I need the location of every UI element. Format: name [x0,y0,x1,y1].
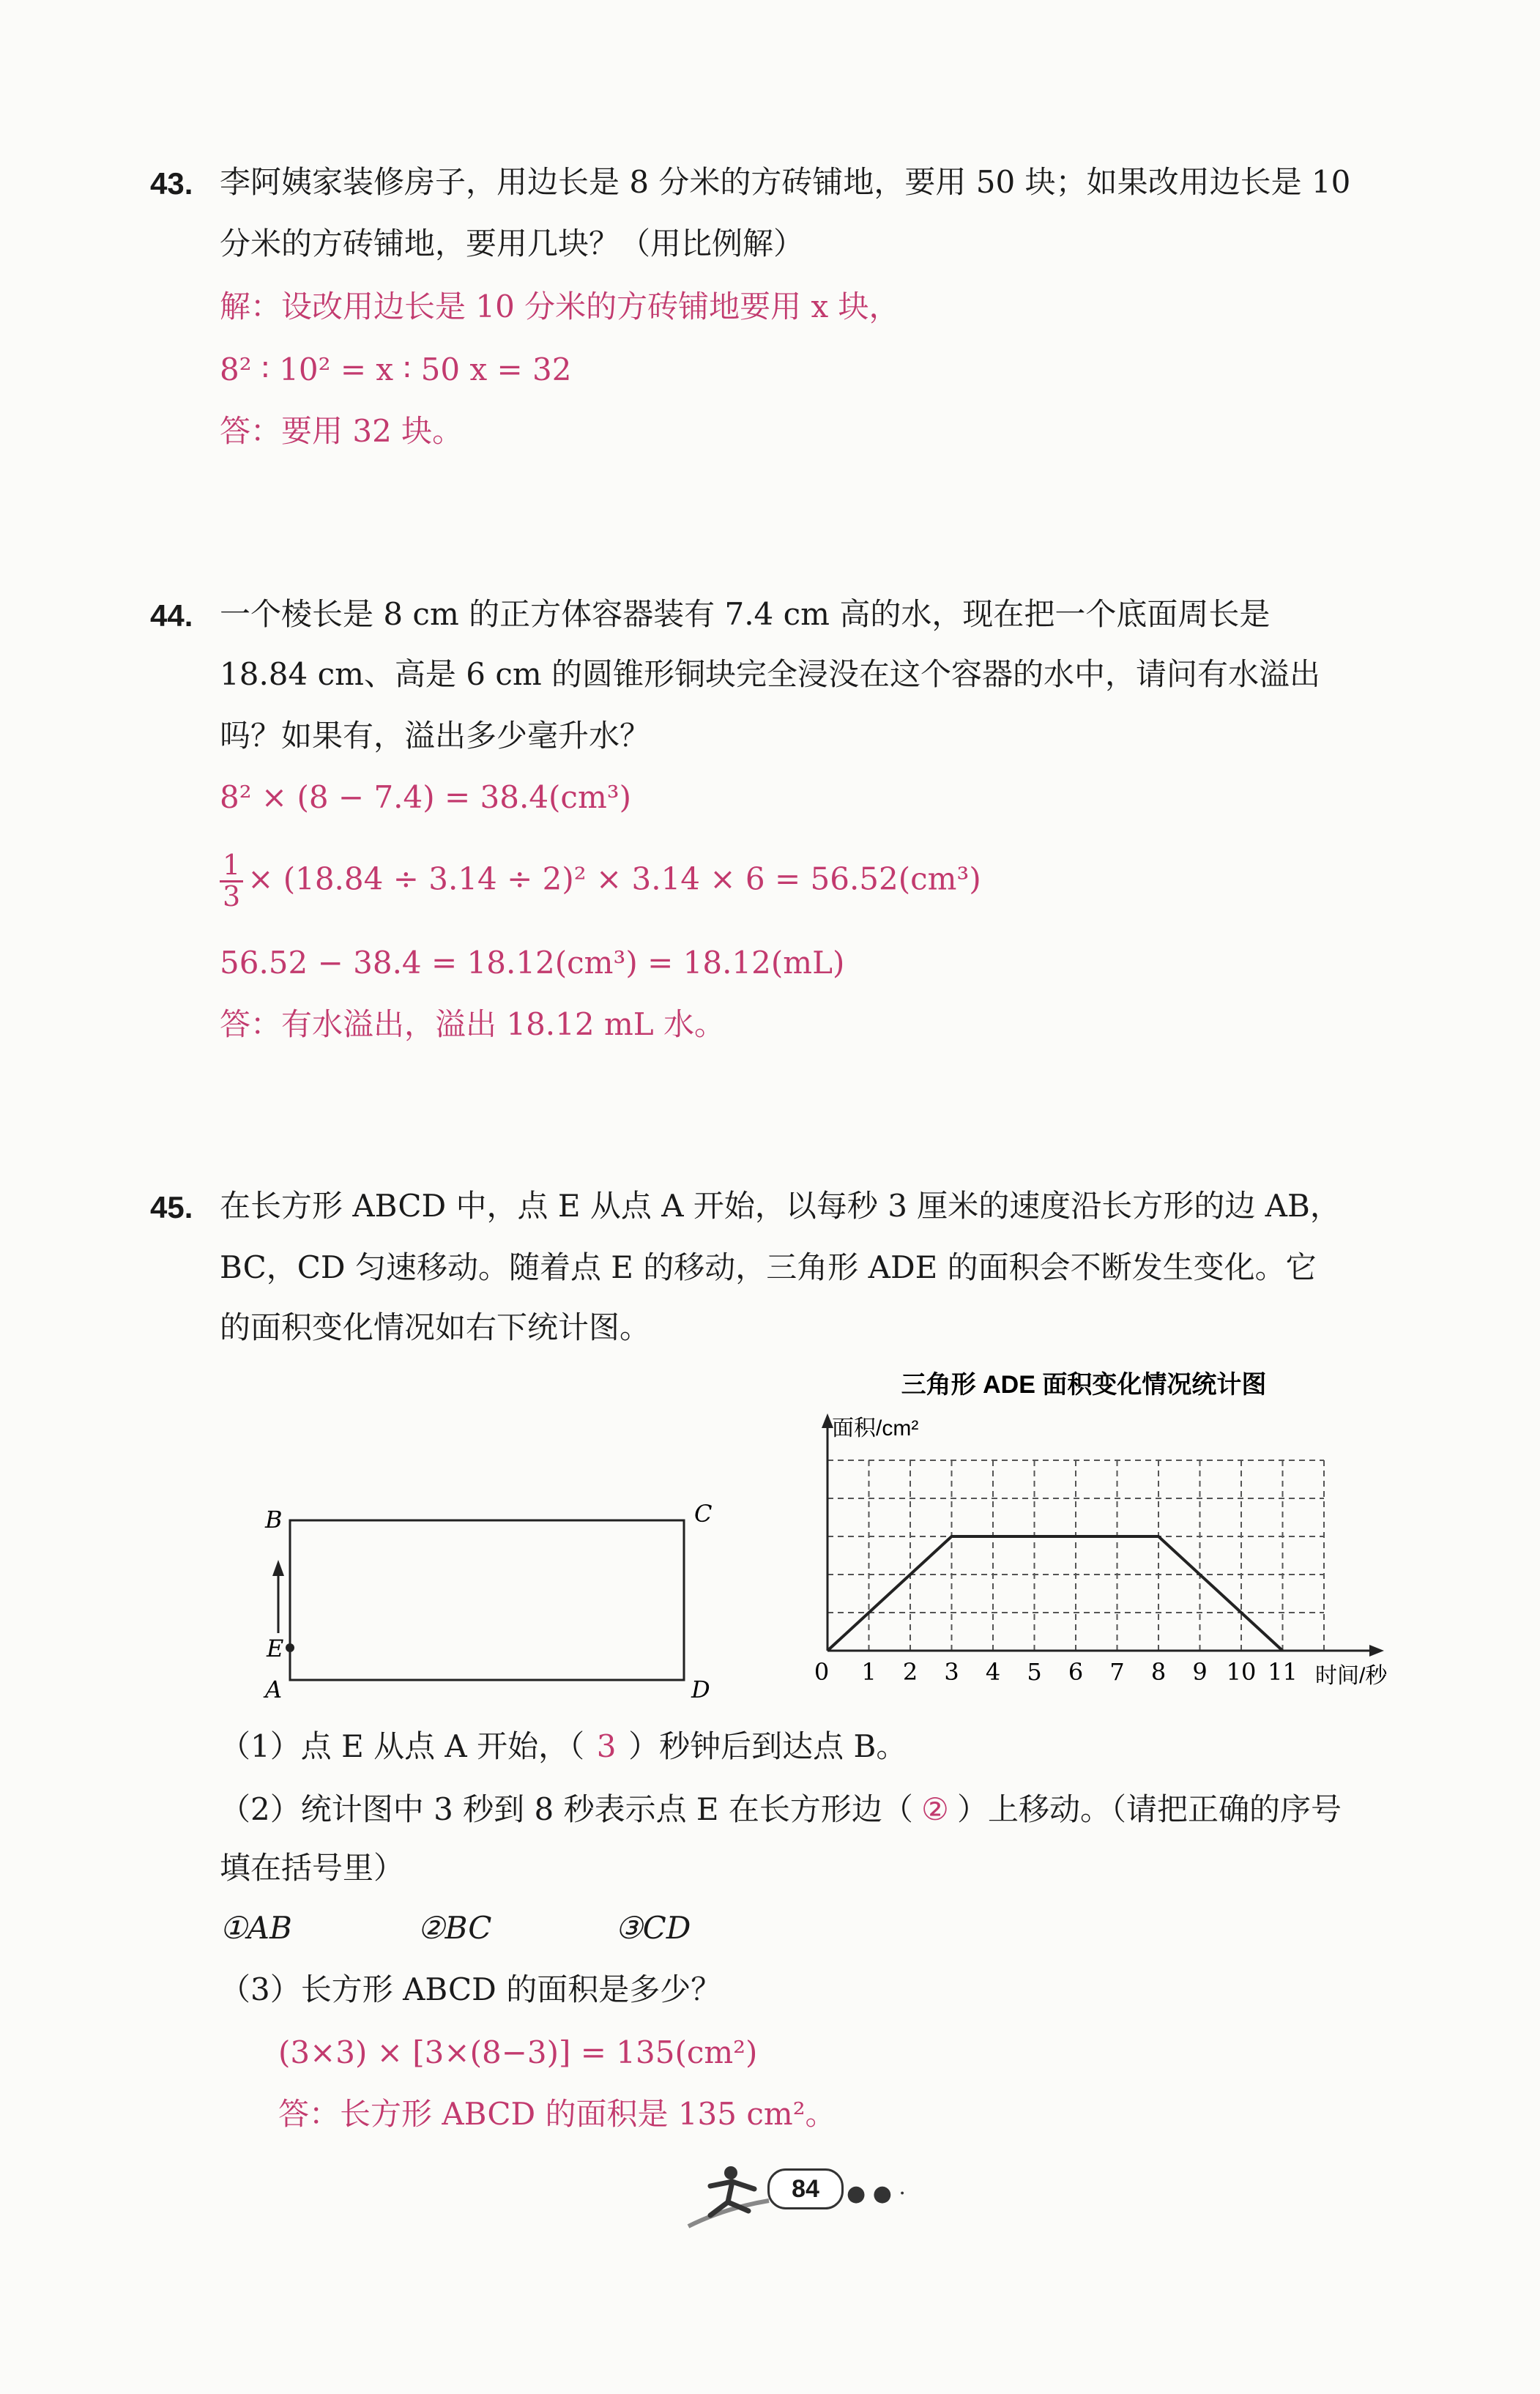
q44-answer-line1: 8² × (8 − 7.4) = 38.4(cm³) [220,779,631,815]
q45-sub2-post: ）上移动。（请把正确的序号 [956,1791,1342,1827]
q45-sub1-pre: （1）点 E 从点 A 开始，（ [220,1728,585,1764]
x-tick-label: 9 [1192,1658,1208,1686]
label-a: A [265,1676,283,1703]
q44-answer-line4: 答：有水溢出，溢出 18.12 mL 水。 [220,1006,726,1042]
q44-text-line2: 18.84 cm、高是 6 cm 的圆锥形铜块完全浸没在这个容器的水中，请问有水溢出 [220,656,1321,692]
x-tick-label: 6 [1068,1658,1084,1686]
q44-answer-line2-text: × (18.84 ÷ 3.14 ÷ 2)² × 3.14 × 6 = 56.52(cm³) [248,860,981,897]
q45-sub2 [220,1791,1342,1827]
q44-answer-line3: 56.52 − 38.4 = 18.12(cm³) = 18.12(mL) [220,945,845,981]
chart-title: 三角形 ADE 面积变化情况统计图 [901,1371,1267,1399]
rectangle-abcd-figure [256,1487,725,1721]
q45-text-line2: BC，CD 匀速移动。随着点 E 的移动，三角形 ADE 的面积会不断发生变化。它 [220,1249,1317,1285]
chart-ylabel: 面积/cm² [832,1416,919,1441]
q45-text-line3: 的面积变化情况如右下统计图。 [220,1309,651,1345]
up-arrow-icon [272,1560,284,1576]
x-tick-label: 7 [1109,1658,1125,1686]
q44-answer-line2 [220,851,981,912]
q44-number: 44. [150,598,193,633]
x-tick-label: 5 [1027,1658,1042,1686]
option-ab: ①AB [220,1910,292,1946]
point-e [286,1643,294,1652]
q45-sub1-post: ）秒钟后到达点 B。 [628,1728,907,1764]
q44-text-line1: 一个棱长是 8 cm 的正方体容器装有 7.4 cm 高的水，现在把一个底面周长是 [220,596,1271,632]
q43-answer-line1: 解：设改用边长是 10 分米的方砖铺地要用 x 块， [220,289,900,324]
option-cd: ③CD [615,1910,691,1946]
x-tick-label: 11 [1268,1658,1298,1686]
q45-sub2-answer: ② [921,1791,949,1827]
x-tick-label: 1 [861,1658,877,1686]
fraction-denominator: 3 [223,880,241,912]
rectangle-abcd [290,1520,684,1680]
q45-sub1-answer: 3 [596,1728,617,1764]
fraction-numerator: 1 [220,851,243,882]
fraction-one-third [220,851,243,912]
q44-text-line3: 吗？如果有，溢出多少毫升水？ [220,718,651,754]
q45-sub3-answer2: 答：长方形 ABCD 的面积是 135 cm²。 [278,2096,836,2132]
q45-options [220,1910,691,1946]
q45-sub2-line2: 填在括号里） [220,1850,405,1886]
q43-text-line1: 李阿姨家装修房子，用边长是 8 分米的方砖铺地，要用 50 块；如果改用边长是 10 [220,164,1351,200]
x-axis-arrow-icon [1369,1645,1384,1657]
option-bc: ②BC [417,1910,492,1946]
chart-xlabel: 时间/秒 [1315,1664,1388,1688]
q45-number: 45. [150,1190,193,1224]
x-tick-label: 8 [1150,1658,1167,1686]
runner-decoration-icon [681,2157,776,2237]
x-tick-label: 0 [814,1658,830,1686]
label-e: E [267,1635,284,1662]
page-dots-decoration: ● ● · [847,2181,906,2207]
q45-text-line1: 在长方形 ABCD 中，点 E 从点 A 开始，以每秒 3 厘米的速度沿长方形的边 AB， [220,1188,1341,1224]
x-tick-label: 4 [985,1658,1001,1686]
q45-sub2-pre: （2）统计图中 3 秒到 8 秒表示点 E 在长方形边（ [220,1791,913,1827]
label-c: C [694,1500,713,1528]
q45-sub3-answer1: (3×3) × [3×(8−3)] = 135(cm²) [278,2034,758,2070]
q45-sub1 [220,1728,907,1764]
x-tick-label: 10 [1226,1658,1257,1686]
q43-number: 43. [150,166,193,201]
label-d: D [691,1676,710,1703]
label-b: B [265,1506,283,1534]
q45-sub3: （3）长方形 ABCD 的面积是多少？ [220,1971,722,2007]
x-tick-label: 3 [944,1658,959,1686]
page-number: 84 [767,2168,844,2209]
q43-answer-line3: 答：要用 32 块。 [220,413,464,449]
q43-text-line2: 分米的方砖铺地，要用几块？（用比例解） [220,226,805,261]
q43-answer-line2: 8² ∶ 10² = x ∶ 50 x = 32 [220,352,572,387]
x-tick-label: 2 [902,1658,918,1686]
series-line-area [827,1536,1283,1651]
area-line-chart [784,1362,1443,1699]
